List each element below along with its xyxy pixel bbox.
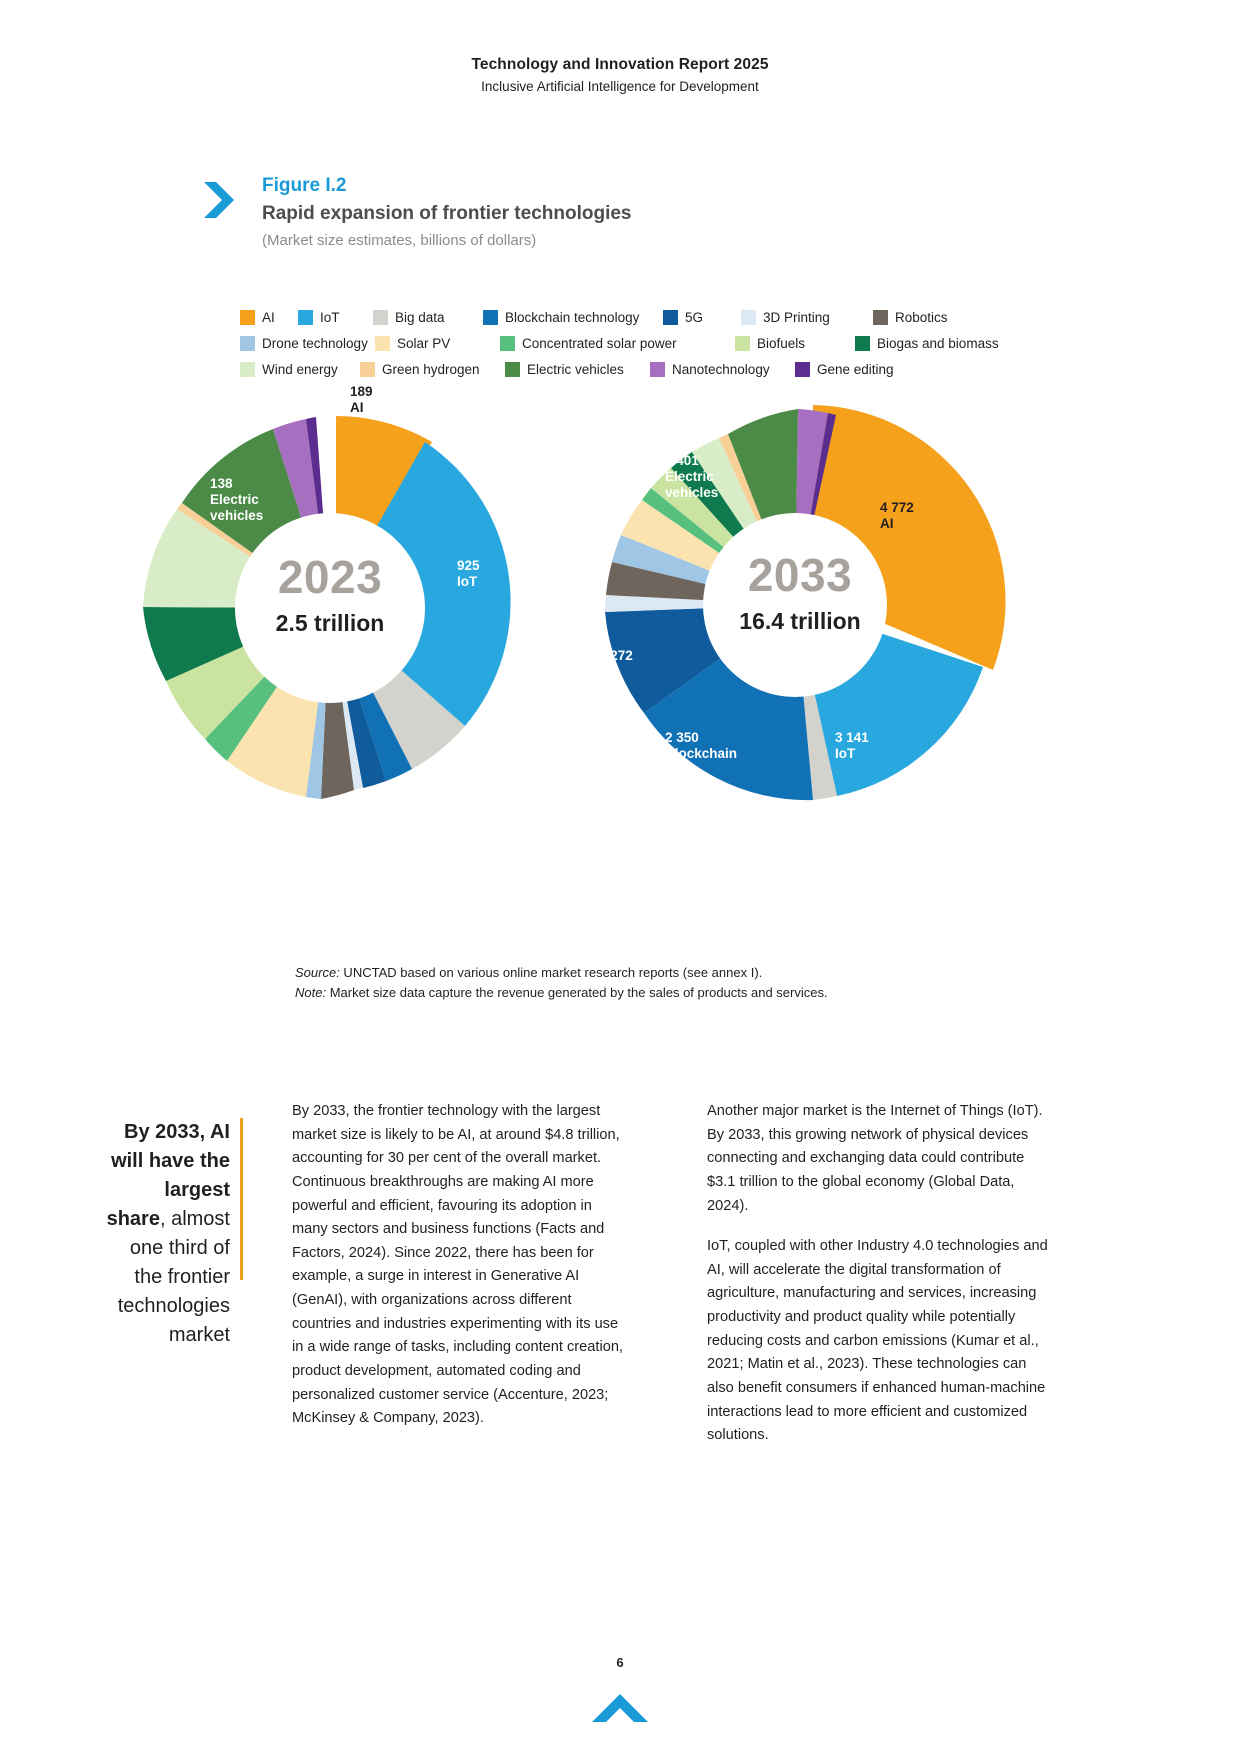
page-header (0, 56, 1240, 94)
legend-item-big-data (373, 310, 483, 325)
note-line (295, 983, 1055, 1003)
source-note-block (295, 963, 1055, 1002)
source-line (295, 963, 1055, 983)
legend-swatch-icon (298, 310, 313, 325)
legend-label: IoT (320, 309, 340, 325)
donut-2033-total: 16.4 trillion (739, 608, 861, 634)
legend-swatch-icon (650, 362, 665, 377)
label-blockchain-2033: 2 350 Blockchain (665, 730, 738, 761)
source-label: Source: (295, 965, 340, 980)
legend-item-concentrated-solar-power (500, 336, 735, 351)
legend-label: Gene editing (817, 361, 894, 377)
legend-swatch-icon (663, 310, 678, 325)
donut-2033-svg (585, 390, 1015, 820)
legend-swatch-icon (741, 310, 756, 325)
legend-label: AI (262, 309, 275, 325)
legend-label: 5G (685, 309, 704, 325)
legend-swatch-icon (240, 336, 255, 351)
legend-swatch-icon (500, 336, 515, 351)
figure-label: Figure I.2 (262, 175, 347, 196)
legend-item-drone-technology (240, 336, 375, 351)
legend-swatch-icon (375, 336, 390, 351)
label-iot-2023: 925 IoT (457, 558, 480, 589)
legend-item-robotics (873, 310, 948, 325)
legend-swatch-icon (360, 362, 375, 377)
label-electric-vehicles-2023: 138 Electric vehicles (210, 476, 264, 523)
donut-2023-year: 2023 (277, 551, 383, 603)
legend-swatch-icon (240, 362, 255, 377)
legend-label: Wind energy (262, 361, 338, 377)
legend-label: Nanotechnology (672, 361, 770, 377)
legend-swatch-icon (855, 336, 870, 351)
legend-item-nanotechnology (650, 362, 795, 377)
legend-item-biofuels (735, 336, 855, 351)
pull-quote-bold: By 2033, AI will have the largest share (106, 1121, 230, 1230)
legend-row-3 (240, 357, 1040, 381)
legend-item-wind-energy (240, 362, 360, 377)
legend-swatch-icon (483, 310, 498, 325)
donut-2033-year: 2033 (747, 549, 853, 601)
legend-label: Big data (395, 309, 445, 325)
figure-subtitle: (Market size estimates, billions of dollars) (262, 232, 537, 249)
legend-label: Green hydrogen (382, 361, 480, 377)
donut-2023-svg (120, 398, 540, 818)
legend-label: Concentrated solar power (522, 335, 677, 351)
donut-chart-2023 (120, 384, 540, 818)
legend-label: Blockchain technology (505, 309, 640, 325)
pull-quote (100, 1118, 230, 1350)
legend-item-green-hydrogen (360, 362, 505, 377)
legend-swatch-icon (795, 362, 810, 377)
paragraph: By 2033, the frontier technology with the largest market size is likely to be AI, at around $4.8 trillion, accounting for 30 per cent of the overall market. Continuous breakthroughs are making AI more powerful and efficient, favouring its adoption in many sectors and business functions (Facts and Factors, 2024). Since 2022, there has been for example, a surge in interest in Generative AI (GenAI), with organizations across different countries and industries experimenting with its use in a wide range of tasks, including content creation, product development, automated coding and personalized customer service (Accenture, 2023; McKinsey & Company, 2023). (292, 1103, 623, 1427)
legend-swatch-icon (373, 310, 388, 325)
note-label: Note: (295, 984, 327, 1000)
body-column-1 (292, 1100, 627, 1448)
legend-item-gene-editing (795, 362, 894, 377)
label-ai-2023: 189 AI (350, 384, 373, 415)
paragraph: IoT, coupled with other Industry 4.0 technologies and AI, will accelerate the digital transformation of agriculture, manufacturing and services, increasing productivity and product quality while potentially reducing costs and carbon emissions (Kumar et al., 2021; Matin et al., 2023). These technologies can also benefit consumers if enhanced human-machine interactions lead to more efficient and customized solutions. (707, 1238, 1048, 1444)
legend-label: Biofuels (757, 335, 806, 351)
legend-item-ai (240, 310, 298, 325)
legend-item-5g (663, 310, 741, 325)
legend-label: Electric vehicles (527, 361, 624, 377)
label-electric-vehicles-2033: 1 401 Electric vehicles (665, 453, 719, 500)
source-text: UNCTAD based on various online market research reports (see annex I). (339, 965, 763, 980)
chart-legend (240, 305, 1040, 383)
paragraph: Another major market is the Internet of Things (IoT). By 2033, this growing network of physical devices connecting and exchanging data could contribute $3.1 trillion to the global economy (Global Data, 2024). (707, 1103, 1043, 1214)
label-iot-2033: 3 141 IoT (835, 730, 869, 761)
label-5g-2033: 1 272 5G (599, 648, 633, 679)
legend-label: Solar PV (397, 335, 451, 351)
legend-item-blockchain (483, 310, 663, 325)
legend-swatch-icon (505, 362, 520, 377)
legend-item-3d-printing (741, 310, 873, 325)
pull-quote-rule (240, 1118, 243, 1280)
figure-title: Rapid expansion of frontier technologies (262, 203, 632, 224)
legend-item-biogas-and-biomass (855, 336, 999, 351)
legend-swatch-icon (735, 336, 750, 351)
pull-quote-rest: , almost one third of the frontier technologies market (117, 1208, 230, 1346)
legend-row-1 (240, 305, 1040, 329)
legend-item-solar-pv (375, 336, 500, 351)
chevron-up-icon (590, 1690, 650, 1726)
legend-item-electric-vehicles (505, 362, 650, 377)
legend-swatch-icon (240, 310, 255, 325)
label-ai-2033: 4 772 AI (880, 500, 914, 531)
legend-label: Drone technology (262, 335, 368, 351)
legend-label: 3D Printing (763, 309, 830, 325)
report-title: Technology and Innovation Report 2025 (471, 56, 769, 73)
body-column-2 (707, 1100, 1052, 1465)
report-subtitle: Inclusive Artificial Intelligence for Development (481, 79, 759, 94)
legend-item-iot (298, 310, 373, 325)
legend-swatch-icon (873, 310, 888, 325)
donut-chart-2033 (585, 390, 1015, 820)
legend-label: Biogas and biomass (877, 335, 999, 351)
note-text: Market size data capture the revenue generated by the sales of products and services. (326, 984, 828, 1000)
footer-mark (0, 1690, 1240, 1731)
chevron-right-icon (200, 180, 248, 222)
page-number: 6 (616, 1655, 624, 1670)
legend-row-2 (240, 331, 1040, 355)
donut-2023-total: 2.5 trillion (275, 610, 385, 636)
legend-label: Robotics (895, 309, 948, 325)
